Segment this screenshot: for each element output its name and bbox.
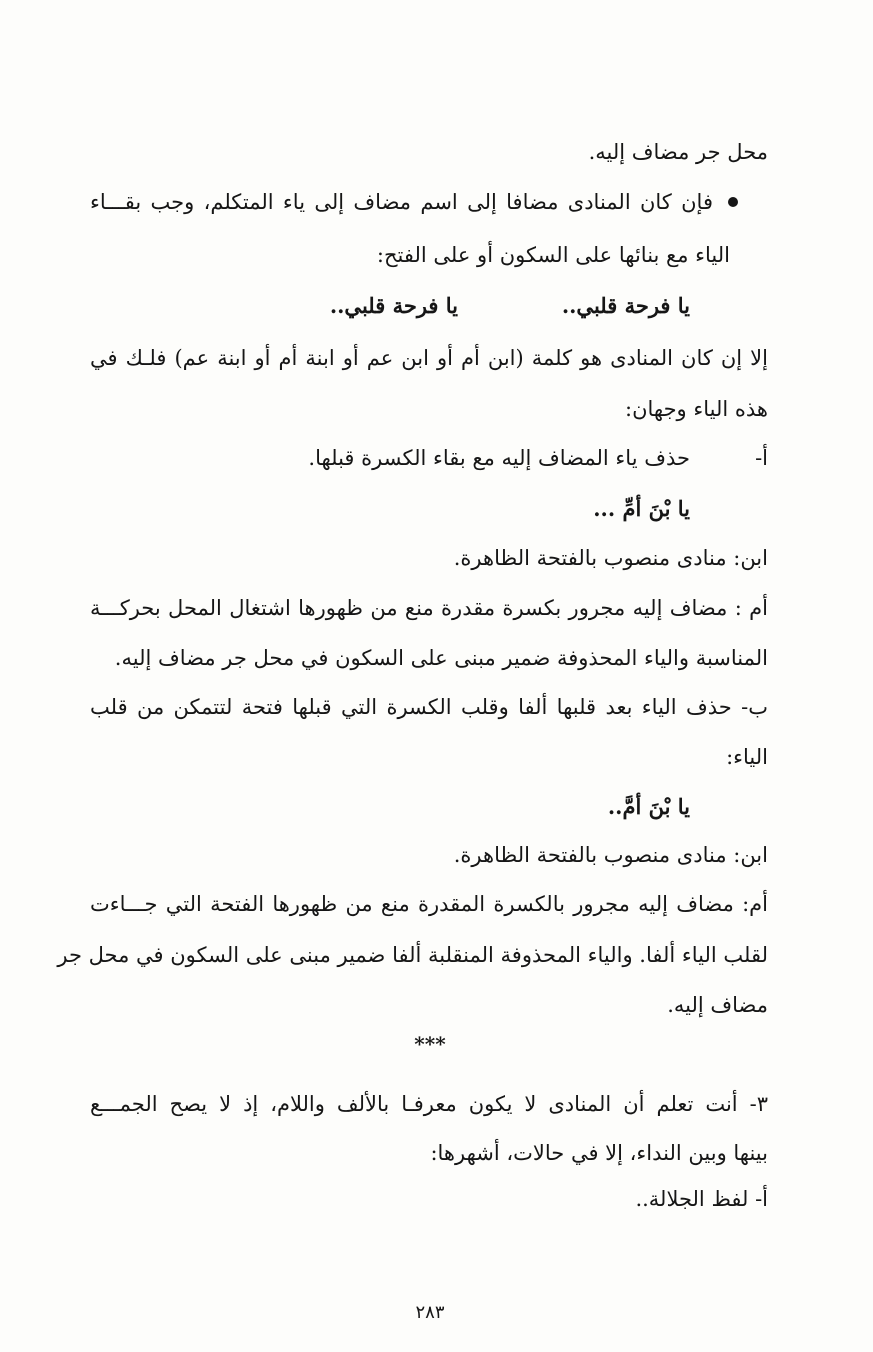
text-line: المناسبة والياء المحذوفة ضمير مبنى على السكون في محل جر مضاف إليه. xyxy=(114,646,768,670)
text-line: إلا إن كان المنادى هو كلمة (ابن أم أو ابن عم أو ابنة أم أو ابنة عم) فلـك في xyxy=(90,346,768,370)
text-line: ابن: منادى منصوب بالفتحة الظاهرة. xyxy=(453,546,768,570)
text-line: الياء مع بنائها على السكون أو على الفتح: xyxy=(376,243,730,267)
text-line: أم: مضاف إليه مجرور بالكسرة المقدرة منع من ظهورها الفتحة التي جـــاءت xyxy=(90,892,768,916)
list-marker: أ- xyxy=(755,446,768,470)
text-line: محل جر مضاف إليه. xyxy=(588,140,768,164)
section-separator: *** xyxy=(414,1032,446,1056)
text-line: بينها وبين النداء، إلا في حالات، أشهرها: xyxy=(430,1141,768,1165)
text-line: ب- حذف الياء بعد قلبها ألفا وقلب الكسرة التي قبلها فتحة لتتمكن من قلب xyxy=(90,695,768,719)
text-line: ٣- أنت تعلم أن المنادى لا يكون معرفـا بالألف واللام، إذ لا يصح الجمـــع xyxy=(90,1092,768,1116)
text-line: حذف ياء المضاف إليه مع بقاء الكسرة قبلها. xyxy=(308,446,690,470)
text-line: أم : مضاف إليه مجرور بكسرة مقدرة منع من ظهورها اشتغال المحل بحركـــة xyxy=(90,596,768,620)
bullet-icon xyxy=(728,197,738,207)
example-text: يا بْنَ أمَّ.. xyxy=(607,794,690,819)
page-number: ٢٨٣ xyxy=(415,1302,445,1323)
example-text: يا فرحة قلبي.. xyxy=(561,293,690,318)
text-line: مضاف إليه. xyxy=(667,993,768,1017)
text-line: الياء: xyxy=(726,745,768,769)
text-line: فإن كان المنادى مضافا إلى اسم مضاف إلى ياء المتكلم، وجب بقـــاء xyxy=(90,190,713,214)
text-line: هذه الياء وجهان: xyxy=(625,397,768,421)
example-text: يا بْنَ أمِّ ... xyxy=(593,496,690,521)
text-line: ابن: منادى منصوب بالفتحة الظاهرة. xyxy=(453,843,768,867)
text-line: لقلب الياء ألفا. والياء المحذوفة المنقلبة ألفا ضمير مبنى على السكون في محل جر xyxy=(57,943,768,967)
text-line: أ- لفظ الجلالة.. xyxy=(635,1187,768,1211)
example-text: يا فرحة قلبي.. xyxy=(329,293,458,318)
